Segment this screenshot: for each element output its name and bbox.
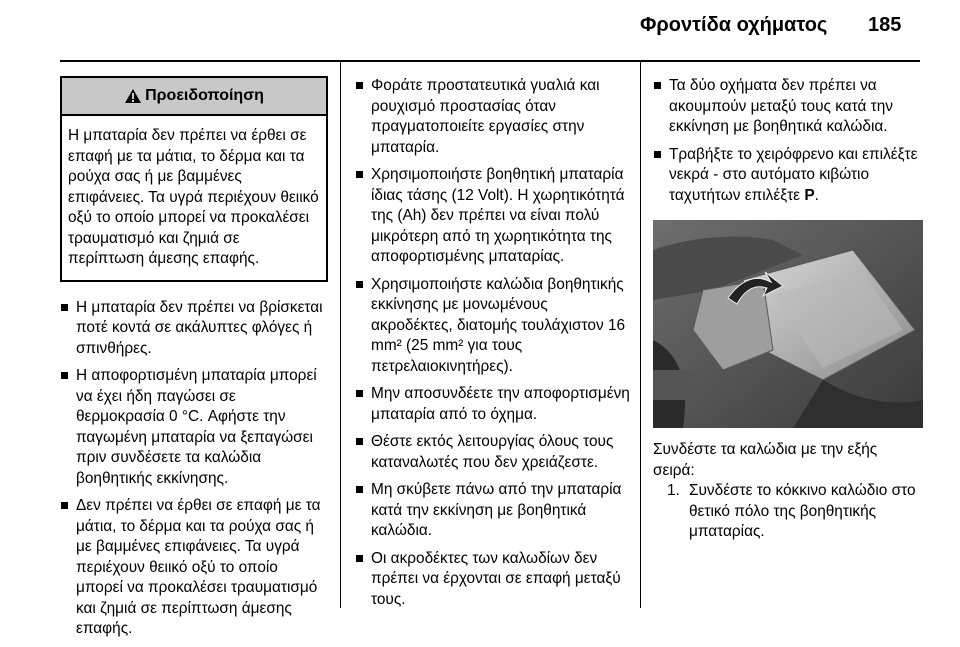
list-item: Η μπαταρία δεν πρέπει να βρίσκεται ποτέ κοντά σε ακάλυπτες φλόγες ή σπινθήρες. [60, 298, 328, 360]
step-text: Συνδέστε το κόκκινο καλώδιο στο θετικό πόλο της βοηθητικής μπαταρίας. [689, 482, 916, 540]
warning-title: Προειδοποίηση [145, 86, 264, 104]
numbered-step [653, 481, 923, 543]
list-item: Θέστε εκτός λειτουργίας όλους τους καταναλωτές που δεν χρειάζεστε. [355, 432, 633, 473]
list-item: Μην αποσυνδέετε την αποφορτισμένη μπαταρία από το όχημα. [355, 384, 633, 425]
list-item: Χρησιμοποιήστε καλώδια βοηθητικής εκκίνησης με μονωμένους ακροδέκτες, διατομής τουλάχιστον 16 mm² (25 mm² για τους πετρελαιοκινητήρες). [355, 275, 633, 378]
col3-bullet-list [653, 76, 923, 206]
page-number: 185 [868, 14, 902, 36]
list-item-end: . [814, 186, 819, 204]
list-item [653, 145, 923, 207]
page-header-title: Φροντίδα οχήματος [640, 14, 828, 36]
column-3 [653, 76, 923, 543]
engine-bay-photo [653, 220, 923, 428]
column-1 [60, 76, 328, 647]
col1-bullet-list [60, 298, 328, 640]
list-item: Μη σκύβετε πάνω από την μπαταρία κατά την εκκίνηση με βοηθητικά καλώδια. [355, 480, 633, 542]
list-item: Οι ακροδέκτες των καλωδίων δεν πρέπει να έρχονται σε επαφή μεταξύ τους. [355, 549, 633, 611]
column-divider-2 [640, 62, 641, 608]
list-item: Η αποφορτισμένη μπαταρία μπορεί να έχει ήδη παγώσει σε θερμοκρασία 0 °C. Αφήστε την παγωμένη μπαταρία να ξεπαγώσει πριν συνδέσετε τα καλώδια βοηθητικής εκκίνησης. [60, 366, 328, 489]
column-divider-1 [340, 62, 341, 608]
list-item-text: Τραβήξτε το χειρόφρενο και επιλέξτε νεκρά - στο αυτόματο κιβώτιο ταχυτήτων επιλέξτε [669, 145, 918, 204]
column-2 [355, 76, 633, 617]
gear-p-label: P [804, 186, 815, 204]
warning-triangle-icon [124, 88, 142, 104]
connect-intro: Συνδέστε τα καλώδια με την εξής σειρά: [653, 441, 878, 479]
list-item: Χρησιμοποιήστε βοηθητική μπαταρία ίδιας τάσης (12 Volt). Η χωρητικότητά της (Ah) δεν πρέπει να είναι πολύ μικρότερη από τη χωρητικότητα της αποφορτισμένης μπαταρίας. [355, 165, 633, 268]
col2-bullet-list [355, 76, 633, 610]
header-rule [60, 60, 920, 62]
warning-text: Η μπαταρία δεν πρέπει να έρθει σε επαφή με τα μάτια, το δέρμα και τα ρούχα σας ή με βαμμένες επιφάνειες. Τα υγρά περιέχουν θειικό οξύ το οποίο μπορεί να προκαλέσει τραυματισμό και ζημιά σε περίπτωση άμεσης επαφής. [68, 127, 319, 267]
list-item: Δεν πρέπει να έρθει σε επαφή με τα μάτια, το δέρμα και τα ρούχα σας ή με βαμμένες επιφάνειες. Τα υγρά περιέχουν θειικό οξύ το οποίο μπορεί να προκαλέσει τραυματισμό και ζημιά σε περίπτωση άμεσης επαφής. [60, 496, 328, 640]
step-number: 1. [667, 482, 680, 499]
warning-box [60, 76, 328, 282]
list-item: Τα δύο οχήματα δεν πρέπει να ακουμπούν μεταξύ τους κατά την εκκίνηση με βοηθητικά καλώδια. [653, 76, 923, 138]
warning-header [62, 78, 326, 116]
list-item: Φοράτε προστατευτικά γυαλιά και ρουχισμό προστασίας όταν πραγματοποιείτε εργασίες στην μπαταρία. [355, 76, 633, 158]
